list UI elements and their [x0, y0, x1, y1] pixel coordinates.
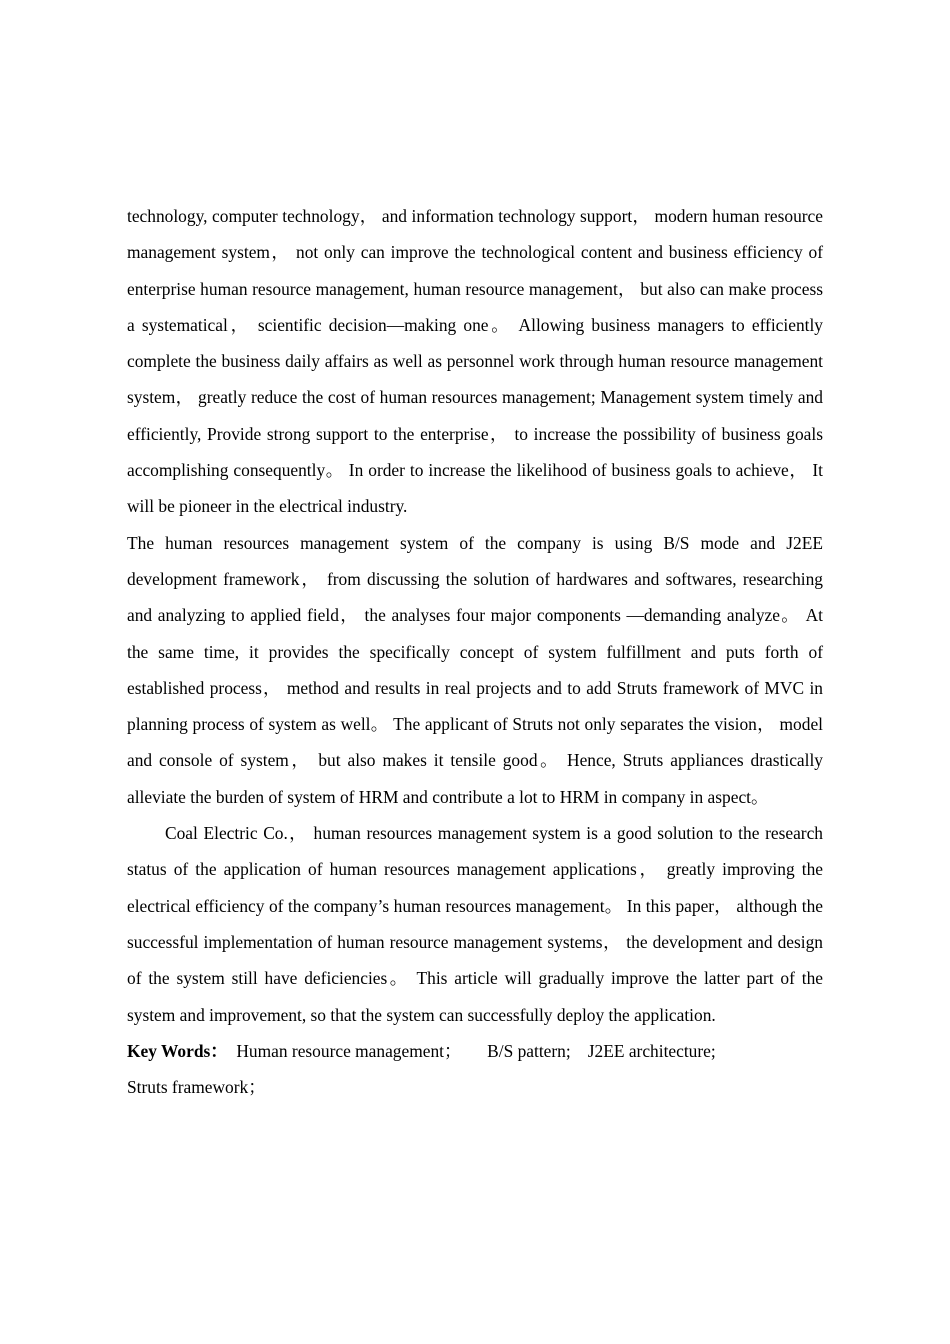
abstract-paragraph-2: The human resources management system of the company is using B/S mode and J2EE development framework， from discussing the solution of hardwares and softwares, researching and analyzing to applied field， the analyses four major components —demanding analyze。 At the same time, it provides the specifically concept of system fulfillment and puts forth of established process， method and results in real projects and to add Struts framework of MVC in planning process of system as well。 The applicant of Struts not only separates the vision， model and console of system， but also makes it tensile good。 Hence, Struts appliances drastically alleviate the burden of system of HRM and contribute a lot to HRM in company in aspect。	[127, 532, 823, 807]
keyword-item: B/S pattern;	[487, 1040, 571, 1061]
keyword-item: J2EE architecture;	[587, 1040, 716, 1061]
keyword-item: Struts framework；	[127, 1077, 266, 1098]
keyword-item: Human resource management；	[236, 1040, 462, 1061]
abstract-paragraph-1: technology, computer technology， and information technology support， modern human resource management system， not only can improve the technological content and business efficiency of enterprise human resource management, human resource management， but also can make process a systematical， scientific decision—making one。 Allowing business managers to efficiently complete the business daily affairs as well as personnel work through human resource management system， greatly reduce the cost of human resources management; Management system timely and efficiently, Provide strong support to the enterprise， to increase the possibility of business goals accomplishing consequently。 In order to increase the likelihood of business goals to achieve， It will be pioneer in the electrical industry.	[127, 206, 823, 517]
keywords-label: Key Words：	[127, 1040, 228, 1061]
abstract-paragraph-3: Coal Electric Co.， human resources management system is a good solution to the research status of the application of human resources management applications， greatly improving the electrical efficiency of the company’s human resources management。 In this paper， although the successful implementation of human resource management systems， the development and design of the system still have deficiencies。 This article will gradually improve the latter part of the system and improvement, so that the system can successfully deploy the application.	[127, 823, 823, 1025]
document-page	[127, 198, 823, 1105]
keywords-line	[127, 1033, 823, 1106]
